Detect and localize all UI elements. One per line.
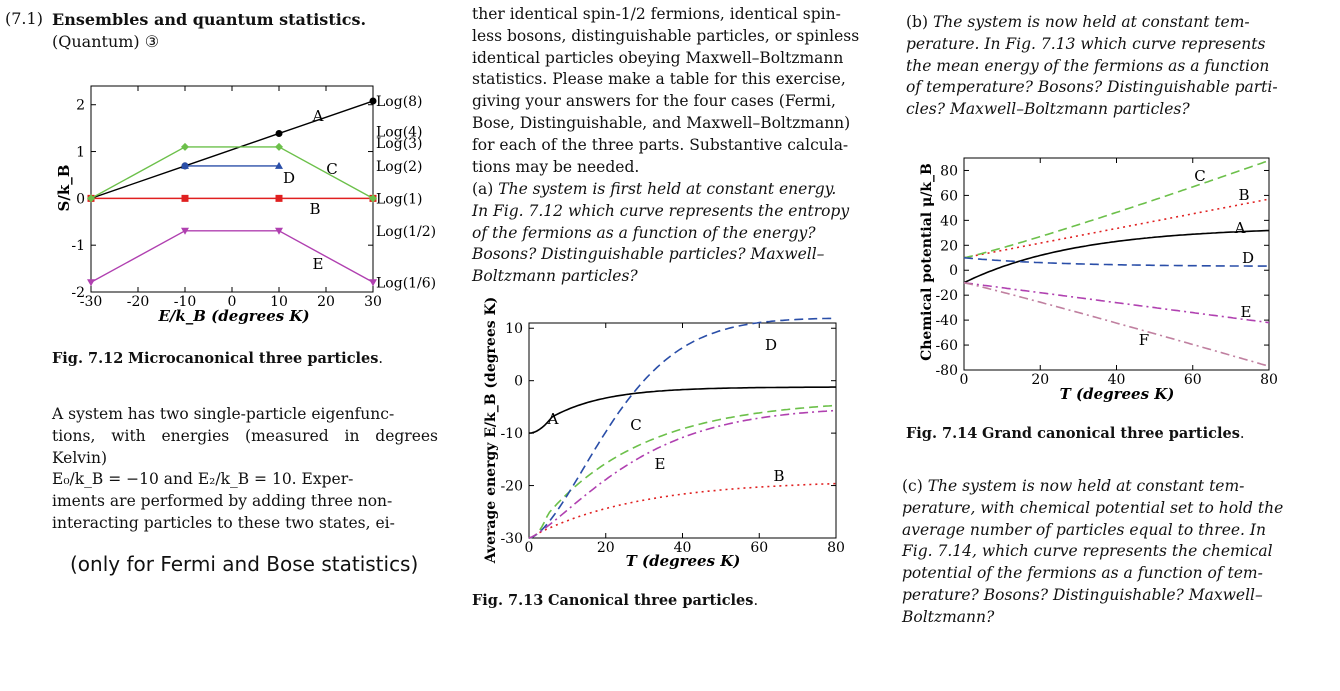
x-tick-label: 20 xyxy=(596,540,615,556)
y-tick-label: -1 xyxy=(71,238,85,255)
caption-text: Microcanonical three particles xyxy=(127,350,379,367)
x-tick-label: -10 xyxy=(173,294,197,310)
series-A-curve xyxy=(964,231,1269,283)
text-line: ther identical spin-1/2 fermions, identical spin- xyxy=(472,5,841,23)
text-line: for each of the three parts. Substantive calcula- xyxy=(472,135,849,154)
text-line: potential of the fermions as a function of tem- xyxy=(902,564,1263,583)
text-line: statistics. Please make a table for this exercise, xyxy=(472,70,846,89)
y-tick-label: -40 xyxy=(935,313,958,330)
x-axis-label: T (degrees K) xyxy=(1059,385,1175,403)
series-label: A xyxy=(1234,219,1246,237)
series-label: A xyxy=(547,410,559,428)
y-axis-label: Chemical potential μ/k_B xyxy=(919,163,935,361)
x-tick-label: 20 xyxy=(317,294,335,310)
part-label: (a) xyxy=(472,180,499,198)
y-tick-label: 80 xyxy=(940,163,958,180)
series-label: C xyxy=(1194,167,1206,185)
fig-7-13-caption: Fig. 7.13 Canonical three particles. xyxy=(472,592,759,609)
text-line: (a) The system is first held at constant energy. xyxy=(472,180,837,198)
series-label: E xyxy=(312,255,324,273)
x-axis-label: T (degrees K) xyxy=(625,552,741,570)
x-tick-label: 0 xyxy=(227,294,237,310)
y-tick-label: -10 xyxy=(500,426,523,443)
x-tick-label: 10 xyxy=(270,294,288,310)
text-line: E₀/k_B = −10 and E₂/k_B = 10. Exper- xyxy=(52,470,354,489)
x-tick-label: 60 xyxy=(1183,372,1202,388)
x-tick-label: 80 xyxy=(827,540,845,556)
right-axis-label: Log(8) xyxy=(376,94,423,111)
right-axis-label: Log(1/2) xyxy=(376,223,437,240)
x-tick-label: 40 xyxy=(673,540,692,556)
series-label: D xyxy=(282,169,296,187)
part-c xyxy=(902,476,1294,629)
right-axis-label: Log(1/6) xyxy=(376,275,437,292)
text-line: less bosons, distinguishable particles, or spinless xyxy=(472,26,860,45)
series-label: D xyxy=(1241,249,1255,267)
x-tick-label: 60 xyxy=(750,540,769,556)
y-tick-label: -20 xyxy=(500,478,523,495)
series-C-curve xyxy=(964,161,1269,258)
y-tick-label: 20 xyxy=(940,238,958,255)
caption-text: Canonical three particles xyxy=(547,592,754,609)
text-line: of the fermions as a function of the energy? xyxy=(472,223,816,242)
fig-7-12-caption: Fig. 7.12 Microcanonical three particles. xyxy=(52,350,384,367)
text-line: Fig. 7.14, which curve represents the chemical xyxy=(902,542,1273,561)
x-tick-label: 0 xyxy=(524,540,534,556)
right-axis-label: Log(3) xyxy=(376,135,423,152)
y-tick-label: 2 xyxy=(76,97,85,114)
y-tick-label: 0 xyxy=(514,373,523,390)
x-tick-label: 30 xyxy=(364,294,382,310)
text-line: identical particles obeying Maxwell–Boltzmann xyxy=(472,48,844,67)
series-label: B xyxy=(309,200,321,218)
x-tick-label: 80 xyxy=(1260,372,1278,388)
series-label: C xyxy=(630,416,642,434)
text-line: (b) The system is now held at constant tem- xyxy=(906,13,1250,31)
series-label: F xyxy=(1138,331,1150,349)
series-label: C xyxy=(326,160,338,178)
series-label: D xyxy=(764,336,778,354)
y-tick-label: 1 xyxy=(76,144,85,161)
caption-label: Fig. 7.13 xyxy=(472,592,544,609)
text-line: Bose, Distinguishable, and Maxwell–Boltzmann) xyxy=(472,113,851,132)
problem-title: Ensembles and quantum statistics. xyxy=(52,10,367,29)
difficulty-badge: ③ xyxy=(144,32,160,51)
y-tick-label: -80 xyxy=(935,363,958,379)
y-tick-label: 0 xyxy=(949,263,958,280)
part-label: (c) xyxy=(902,477,928,495)
text-line: giving your answers for the four cases (Fermi, xyxy=(472,92,836,111)
y-tick-label: 60 xyxy=(940,188,958,205)
text-line: cles? Maxwell–Boltzmann particles? xyxy=(906,100,1190,119)
text-line: Boltzmann particles? xyxy=(472,267,638,286)
y-axis-label: Average energy E/k_B (degrees K) xyxy=(483,296,499,564)
series-label: B xyxy=(773,467,785,485)
y-tick-label: -2 xyxy=(71,285,85,301)
series-label: E xyxy=(654,455,666,473)
y-tick-label: 40 xyxy=(940,213,958,230)
series-label: B xyxy=(1238,186,1250,204)
x-tick-label: 20 xyxy=(1031,372,1050,388)
text-line: A system has two single-particle eigenfunc- xyxy=(52,405,395,423)
text-line: interacting particles to these two states, ei- xyxy=(52,513,395,532)
fig-7-14-caption: Fig. 7.14 Grand canonical three particles. xyxy=(906,425,1245,442)
y-tick-label: -20 xyxy=(935,288,958,305)
x-tick-label: -30 xyxy=(79,294,103,310)
x-axis-label: E/k_B (degrees K) xyxy=(158,307,310,325)
y-tick-label: 10 xyxy=(505,321,523,338)
series-label: E xyxy=(1240,303,1252,321)
y-tick-label: 0 xyxy=(76,191,85,208)
caption-label: Fig. 7.14 xyxy=(906,425,978,442)
text-line: (c) The system is now held at constant tem- xyxy=(902,477,1245,495)
right-axis-label: Log(2) xyxy=(376,158,423,175)
text-line: of temperature? Bosons? Distinguishable parti- xyxy=(906,78,1278,97)
text-line: Bosons? Distinguishable particles? Maxwell– xyxy=(472,245,825,264)
y-tick-label: -30 xyxy=(500,531,523,547)
series-F-curve xyxy=(964,283,1269,367)
text-line: In Fig. 7.12 which curve represents the entropy xyxy=(472,201,850,220)
part-label: (b) xyxy=(906,13,933,31)
text-line: the mean energy of the fermions as a function xyxy=(906,56,1270,75)
x-tick-label: 40 xyxy=(1107,372,1126,388)
problem-number: (7.1) xyxy=(5,9,43,28)
text-line: perature, with chemical potential set to hold the xyxy=(902,498,1284,517)
right-axis-label: Log(4) xyxy=(376,124,423,141)
text-line: Boltzmann? xyxy=(902,607,995,626)
text-line: tions may be needed. xyxy=(472,157,640,176)
handwritten-note: (only for Fermi and Bose statistics) xyxy=(70,552,419,576)
text-line: tions, with energies (measured in degrees Kelvin) xyxy=(52,426,438,467)
text-line: average number of particles equal to three. In xyxy=(902,520,1267,539)
caption-label: Fig. 7.12 xyxy=(52,350,124,367)
x-tick-label: -20 xyxy=(126,294,150,310)
caption-text: Grand canonical three particles xyxy=(981,425,1240,442)
y-tick-label: -60 xyxy=(935,338,958,355)
series-label: A xyxy=(312,107,324,125)
problem-tag: (Quantum) xyxy=(52,32,140,51)
y-axis-label: S/k_B xyxy=(55,164,73,212)
series-B-curve xyxy=(964,199,1269,258)
series-E-curve xyxy=(964,283,1269,323)
text-line: perature? Bosons? Distinguishable? Maxwell– xyxy=(902,585,1263,604)
right-axis-label: Log(1) xyxy=(376,191,423,208)
text-line: iments are performed by adding three non- xyxy=(52,492,393,511)
text-line: perature. In Fig. 7.13 which curve represents xyxy=(906,34,1266,53)
x-tick-label: 0 xyxy=(959,372,969,388)
